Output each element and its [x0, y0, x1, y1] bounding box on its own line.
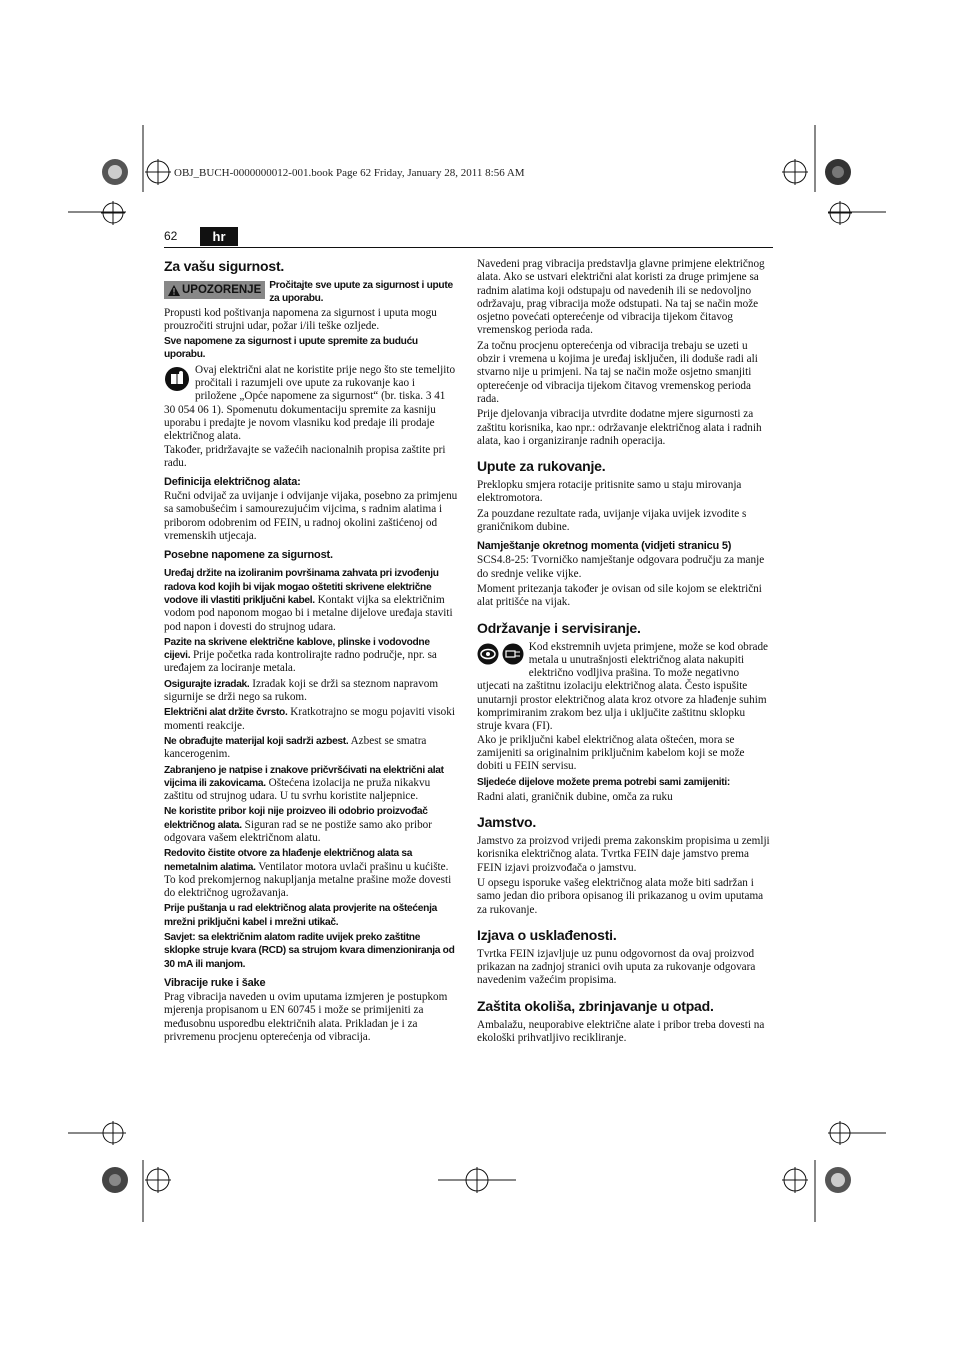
safety-note-9: Prije puštanja u rad električnog alata provjerite na oštećenja mrežni priključni kabel i mrežni utikač.: [164, 903, 437, 928]
language-tag: hr: [200, 227, 238, 246]
left-column: [164, 258, 458, 1046]
compressed-air-icon: [502, 643, 524, 665]
heading-maintenance: Održavanje i servisiranje.: [477, 619, 641, 636]
environment-para: Ambalažu, neuporabive električne alate i pribor treba dovesti na ekološki prihvatljivo recikliranje.: [477, 1018, 765, 1045]
page-header: [164, 229, 773, 249]
definition-text: Ručni odvijač za uvijanje i odvijanje vijaka, posebno za primjenu sa samobušećim i samourezujućim vijcima, s radnim alatima i priborom odobrenim od FEIN, u radnoj okolini zaštićenoj od vremenskih utjecaja.: [164, 490, 458, 543]
keep-instructions: Sve napomene za sigurnost i upute spremite za buduću uporabu.: [164, 336, 418, 361]
eye-protection-icon: [477, 643, 499, 665]
vibration-para-3: Prije djelovanja vibracija utvrdite dodatne mjere sigurnosti za zaštitu korisnika, kao npr.: održavanje električnog alata i radnih alata, kao i organiziranje radnih operacija.: [477, 408, 762, 447]
safety-note-6: Zabranjeno je natpise i znakove pričvršćivati na električni alat vijcima ili zakovicama. Oštećena izolacija ne pruža nikakvu zaštitu od strujnog udara. U tu svrhu koristite naljepnice.: [164, 764, 444, 803]
heading-warranty: Jamstvo.: [477, 814, 537, 831]
print-slug: OBJ_BUCH-0000000012-001.book Page 62 Friday, January 28, 2011 8:56 AM: [174, 167, 525, 179]
heading-vibration: Vibracije ruke i šake: [164, 976, 266, 989]
torque-para-1: SCS4.8-25: Tvorničko namještanje odgovara području za manje do srednje velike vijke.: [477, 554, 765, 580]
manual-text: Ovaj električni alat ne koristite prije nego što ste temeljito pročitali i razumjeli ove upute za rukovanje kao i priložene „Opće napomene za sigurnost“ (br. tiska. 3 41 30 054 06 1). Spomenutu dokumentaciju spremite za kasniju uporabu i predajte je novom vlasniku kod predaje ili prodaje električnog alata.: [164, 363, 456, 443]
manual-notice: [164, 364, 458, 444]
header-rule: [164, 247, 773, 248]
warning-badge: [164, 281, 265, 299]
right-column: [477, 258, 771, 1047]
safety-note-2: Pazite na skrivene električne kablove, plinske i vodovodne cijevi. Prije početka rada kontrolirajte radno područje, npr. sa uređajem za lociranje metala.: [164, 636, 437, 675]
handling-para-2: Za pouzdane rezultate rada, uvijanje vijaka uvijek izvodite s graničnikom dubine.: [477, 507, 747, 534]
maintenance-icons: [477, 643, 524, 669]
safety-note-10: Savjet: sa električnim alatom radite uvijek preko zaštitne sklopke struje kvara (RCD) sa strujom kvara dimenzioniranja od 30 mA ili manjom.: [164, 932, 455, 970]
heading-special-notes: Posebne napomene za sigurnost.: [164, 549, 333, 562]
torque-para-2: Moment pritezanja također je ovisan od sile kojom se električni alat pritišće na vijak.: [477, 582, 762, 609]
maintenance-para-2: Ako je priključni kabel električnog alata oštećen, mora se zamijeniti sa originalnim priključnim kabelom koji se može dobiti u FEIN servisu.: [477, 733, 745, 773]
heading-safety: Za vašu sigurnost.: [164, 258, 285, 274]
safety-note-7: Ne koristite pribor koji nije proizveo ili odobrio proizvođač električnog alata. Siguran rad se ne postiže samo ako pribor odgovara vašem električnom alatu.: [164, 806, 432, 844]
handling-para-1: Preklopku smjera rotacije pritisnite samo u staju mirovanja elektromotora.: [477, 479, 742, 505]
maintenance-notice: [477, 641, 771, 734]
maintenance-para-3: Radni alati, graničnik dubine, omča za ruku: [477, 790, 673, 803]
warranty-para-1: Jamstvo za proizvod vrijedi prema zakonskim propisima u zemlji korisnika električnog alata. Tvrtka FEIN daje jamstvo prema FEIN izjavi proizvođača o jamstvu.: [477, 835, 770, 874]
warning-bold: Pročitajte sve upute za sigurnost i upute za uporabu.: [269, 280, 453, 305]
heading-definition: Definicija električnog alata:: [164, 476, 301, 489]
warranty-para-2: U opsegu isporuke vašeg električnog alata može biti sadržan i samo jedan dio pribora opisanog ili prikazanog u ovim uputama za rukovanje.: [477, 876, 764, 916]
vibration-text: Prag vibracija naveden u ovim uputama izmjeren je postupkom mjerenja propisanom u EN 60745 i može se primijeniti za međusobnu usporedbu električnih alata. Prikladan je i za privremenu procjenu opterećenja od vibracija.: [164, 990, 448, 1043]
heading-handling: Upute za rukovanje.: [477, 458, 606, 475]
warning-text: Propusti kod poštivanja napomena za sigurnost i uputa mogu prouzročiti strujni udar, požar i/ili teške ozljede.: [164, 306, 437, 332]
maintenance-replaceable: Sljedeće dijelove možete prema potrebi sami zamijeniti:: [477, 776, 730, 788]
heading-conformity: Izjava o usklađenosti.: [477, 926, 617, 943]
heading-torque: Namještanje okretnog momenta (vidjeti stranicu 5): [477, 540, 732, 553]
safety-note-3: Osigurajte izradak. Izradak koji se drži sa steznom napravom sigurnije se drži nego sa rukom.: [164, 677, 439, 704]
vibration-para-2: Za točnu procjenu opterećenja od vibracija trebaju se uzeti u obzir i vremena u kojima je uređaj isključen, ili doduše radi ali stvarno nije u primjeni. Na taj se način može osjetno smanjiti opterećenje od vibracija tijekom čitavog vremenskog perioda rada.: [477, 339, 758, 405]
heading-environment: Zaštita okoliša, zbrinjavanje u otpad.: [477, 997, 714, 1014]
page-number: 62: [164, 229, 178, 243]
warning-block: [164, 279, 458, 306]
maintenance-para-1: Kod ekstremnih uvjeta primjene, može se kod obrade metala u unutrašnjosti električnog alata nakupiti električno vodljiva prašina. To može negativno utjecati na zaštitnu izolaciju električnog alata. Često ispušite unutarnji prostor električnog alata kroz otvore za hlađenje suhim komprimiranim zrakom bez ulja i uključite zaštitnu sklopku struje kvara (FI).: [477, 640, 769, 733]
warning-label: UPOZORENJE: [182, 284, 262, 296]
conformity-para: Tvrtka FEIN izjavljuje uz punu odgovornost da ovaj proizvod prikazan na zadnjoj stranici ovih uputa za rukovanje odgovara navedenim važećim propisima.: [477, 947, 756, 987]
vibration-para-1: Navedeni prag vibracija predstavlja glavne primjene električnog alata. Ako se ustvari električni alat koristi za druge primjene sa radnim alatima koji odstupaju od navedenih ili se nedovoljno održavaju, prag vibracija može odstupati. Na taj se način može osjetno povećati opterećenje od vibracija tijekom čitavog vremenskog perioda rada.: [477, 258, 765, 337]
warning-triangle-icon: [168, 285, 180, 296]
safety-note-5: Ne obrađujte materijal koji sadrži azbest. Azbest se smatra kancerogenim.: [164, 734, 427, 761]
safety-note-4: Električni alat držite čvrsto. Kratkotrajno se mogu pojaviti visoki momenti reakcije.: [164, 706, 455, 732]
read-manual-icon: [164, 366, 190, 392]
regulations-text: Također, pridržavajte se važećih nacionalnih propisa zaštite pri radu.: [164, 443, 446, 469]
safety-note-8: Redovito čistite otvore za hlađenje električnog alata sa nemetalnim alatima. Ventilator motora uvlači prašinu u kućište. To kod prekomjernog nakupljanja metalne prašine može dovesti do električnog ugrožavanja.: [164, 848, 452, 900]
safety-note-1: Uređaj držite na izoliranim površinama zahvata pri izvođenju radova kod kojih bi vijak mogao oštetiti skrivene električne vodove ili vlastiti priključni kabel. Kontakt vijka sa električnim vodom pod naponom mogao bi i metalne dijelove uređaja staviti pod napon i dovesti do strujnog udara.: [164, 568, 453, 633]
